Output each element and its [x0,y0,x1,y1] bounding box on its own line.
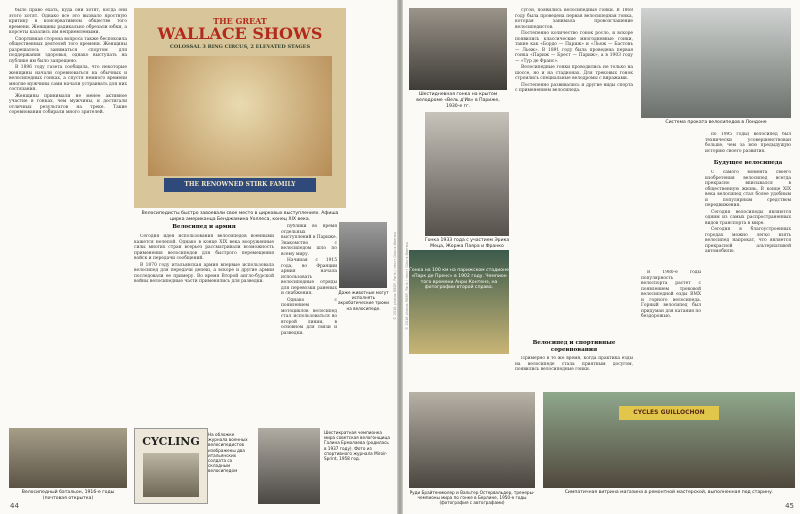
paragraph: Постепенно развивались и другие виды спорта с применением велосипеда. [515,82,633,93]
section-heading: Будущее велосипеда [713,160,783,166]
rental-photo [641,8,791,118]
photo-credit: © 2018 photos RBBP, Paris / текст Ольга Ивенко [405,242,409,330]
left-page [0,0,397,514]
section-heading: Велосипед и армия [172,224,236,230]
poster-top-text: THE GREAT [213,16,267,26]
paragraph: было право ехать, куда они хотят, когда они этого хотят. Однако все это вызвало яростную критику в консервативном обществе того времени. Женщины радикально обрезали юбки, а корсеты казались им неприемлемыми. [9,8,127,35]
shop-caption: Симпатичная витрина магазина в ремонтной мастерской, выполненная под старину. [564,490,774,495]
magazine-title: CYCLING [142,435,200,448]
rally-caption: Гонка 1933 года с участием Эрика Меца, Жоржа Паяра и Франко [424,238,510,249]
poster-caption: Велосипедисты быстро завоевали свое место в цирковых выступлениях. Афиша цирка американца Бенджамина Уоллеса, конец XIX века. [141,211,339,222]
shop-sign: CYCLES GUILLOCHON [619,406,719,420]
race-poster-image [409,250,509,354]
section-heading: Велосипед и спортивные соревнования [532,340,616,353]
left-column-1 [9,8,127,428]
right-page [403,0,800,514]
paragraph: В 1870 году итальянская армия впервые использовала велосипед для передачи депеш, а вскоре и другие армии последовали ее примеру. Во время Второй англо-бурской войны велосипедные части применялись для разведки. [134,262,274,284]
paragraph: Постепенно количество гонок росло, и вскоре появились классические многодневные гонки, такие как «Бордо — Париж» и «Льеж — Бастонь — Льеж». В 1891 году была проведена первая гонка «Париж — Брест — Париж», а в 1903 году — «Тур де Франс». [515,31,633,64]
magazine-caption: На обложке журнала военных велосипедистов изображены два итальянских солдата со складным велосипедом [208,432,248,474]
left-column-2 [134,234,274,428]
paragraph: Женщины принимали не менее активное участие в гонках, чем мужчины, и достигали отличных результатов на треке. Такие соревнования собирали много зрителей. [9,93,127,115]
paragraph: В 1896 году газета сообщила, что некоторые женщины начали соревноваться на обычных и велосипедных гонках, а спустя немного времени многие мужчины сами начали устраивать для них состязания. [9,65,127,92]
duo-photo [409,392,535,488]
poster-name: WALLACE SHOWS [157,24,323,43]
right-column-2 [641,270,701,386]
page-number: 44 [10,502,19,510]
track-photo [409,8,507,90]
paragraph: В 1980-е годы популярность велоспорта растет с появлением трековой велосипедной езды BMX и горного велосипеда. Горный велосипед был придуман для катания по бездорожью. [641,270,701,319]
poster-band [164,178,316,192]
paragraph: сугон, появились велосипедные гонки. В 1868 году была проведена первая велосипедная гонка, которая занимала провозглашение велосипедистов. [515,8,633,30]
paragraph: Примерно в то же время, когда практика езды на велосипеде стала приятным досугом, появились велосипедные гонки. [515,356,633,372]
horse-caption: Даже животные могут исполнять акробатические трюки на велосипеде. [337,290,389,311]
right-column-1-after [515,356,633,386]
right-column-1 [515,8,633,338]
paragraph: по 1995 годы) велосипед был технически усовершенствован больше, чем за всю предыдущую историю своего развития. [705,132,791,154]
poster-performers-art [148,56,332,176]
paragraph: Начиная с 1915 года, во Франции армия начала использовать велосипедные отряды для перевозки раненых и снабжения. [281,258,337,296]
circus-poster-image [134,8,346,208]
champion-caption: Шестикратная чемпионка мира советская велогонщица Галина Ермолаева (родилась в 1937 году). Фото из спортивного журнала Miroir-Sprint, 1958 год. [324,430,390,462]
right-column-3 [705,132,791,156]
page-number: 45 [785,502,794,510]
paragraph: Сегодня в благоустроенных городах можно легко взять велосипед напрокат, что является прекрасной альтернативой автомобилю. [705,227,791,254]
paragraph: Сегодня идея использования велосипедов военными кажется нелепой. Однако в конце XIX века вооруженные силы многих стран всерьез рассматривали возможность применения велосипедов для быстрого перемещения войск и передачи сообщений. [134,234,274,261]
battalion-caption: Велосипедный батальон, 1916-е годы (почтовая открытка) [21,490,115,501]
champion-photo [258,428,320,504]
paragraph: С самого момента своего изобретения велосипед всегда прекрасно вписывался в общественную жизнь. В конце XIX века велосипед стал более удобным и популярным средством передвижения. [705,170,791,208]
paragraph: публики во время отдельных выступлений в Париже. Знакомство с велосипедом шло по всему миру. [281,224,337,257]
poster-sub: COLOSSAL 3 RING CIRCUS, 2 ELEVATED STAGES [169,44,311,50]
photo-credit: © 2018 photos RBBP, Paris / текст Ольга Ивенко [393,232,397,320]
paragraph: Спортивная сторона вопроса также беспокоила общественных деятелей того времени. Женщины разрешалось заниматься спортом для поддержания здоровья, однако выступать на публике им было запрещено. [9,36,127,64]
magazine-illustration [143,453,199,497]
paragraph: Сегодня велосипеды являются одним из самых распространенных видов транспорта в мире. [705,209,791,226]
rental-caption: Система проката велосипедов в Лондоне [665,120,767,125]
duo-caption: Руди Брайтенмюлер и Вальтер Остервальдер, тренеры-чемпионы мира по гонке в Берлине, 1950-е годы (фотография с автографами) [409,490,535,506]
poster-band-text: THE RENOWNED STIRK FAMILY [184,181,296,188]
paragraph: Велосипедные гонки проводились не только на шоссе, но и на стадионах. Для трековых гонок строились специальные велодромы с виражами. [515,65,633,81]
battalion-photo [9,428,127,488]
right-column-3-after [705,170,791,390]
magazine-cover [134,428,208,504]
shop-photo [543,392,795,488]
track-caption: Шестидневная гонка на крытом велодроме «Вель д'Ив» в Париже, 1930-е гг. [416,92,500,109]
race-poster-caption: Гонка на 100 км на парижском стадионе «Парк де Пренс» в 1902 году. Чемпион того времени Анри Контенэ, на фотографии второй справа. [409,268,509,291]
left-column-3 [281,224,337,428]
paragraph: Однако с появлением мотоциклов велосипед стал использоваться во второй линии, в основном для связи и разведки. [281,297,337,336]
rally-photo [425,112,509,236]
horse-photo [339,222,387,288]
